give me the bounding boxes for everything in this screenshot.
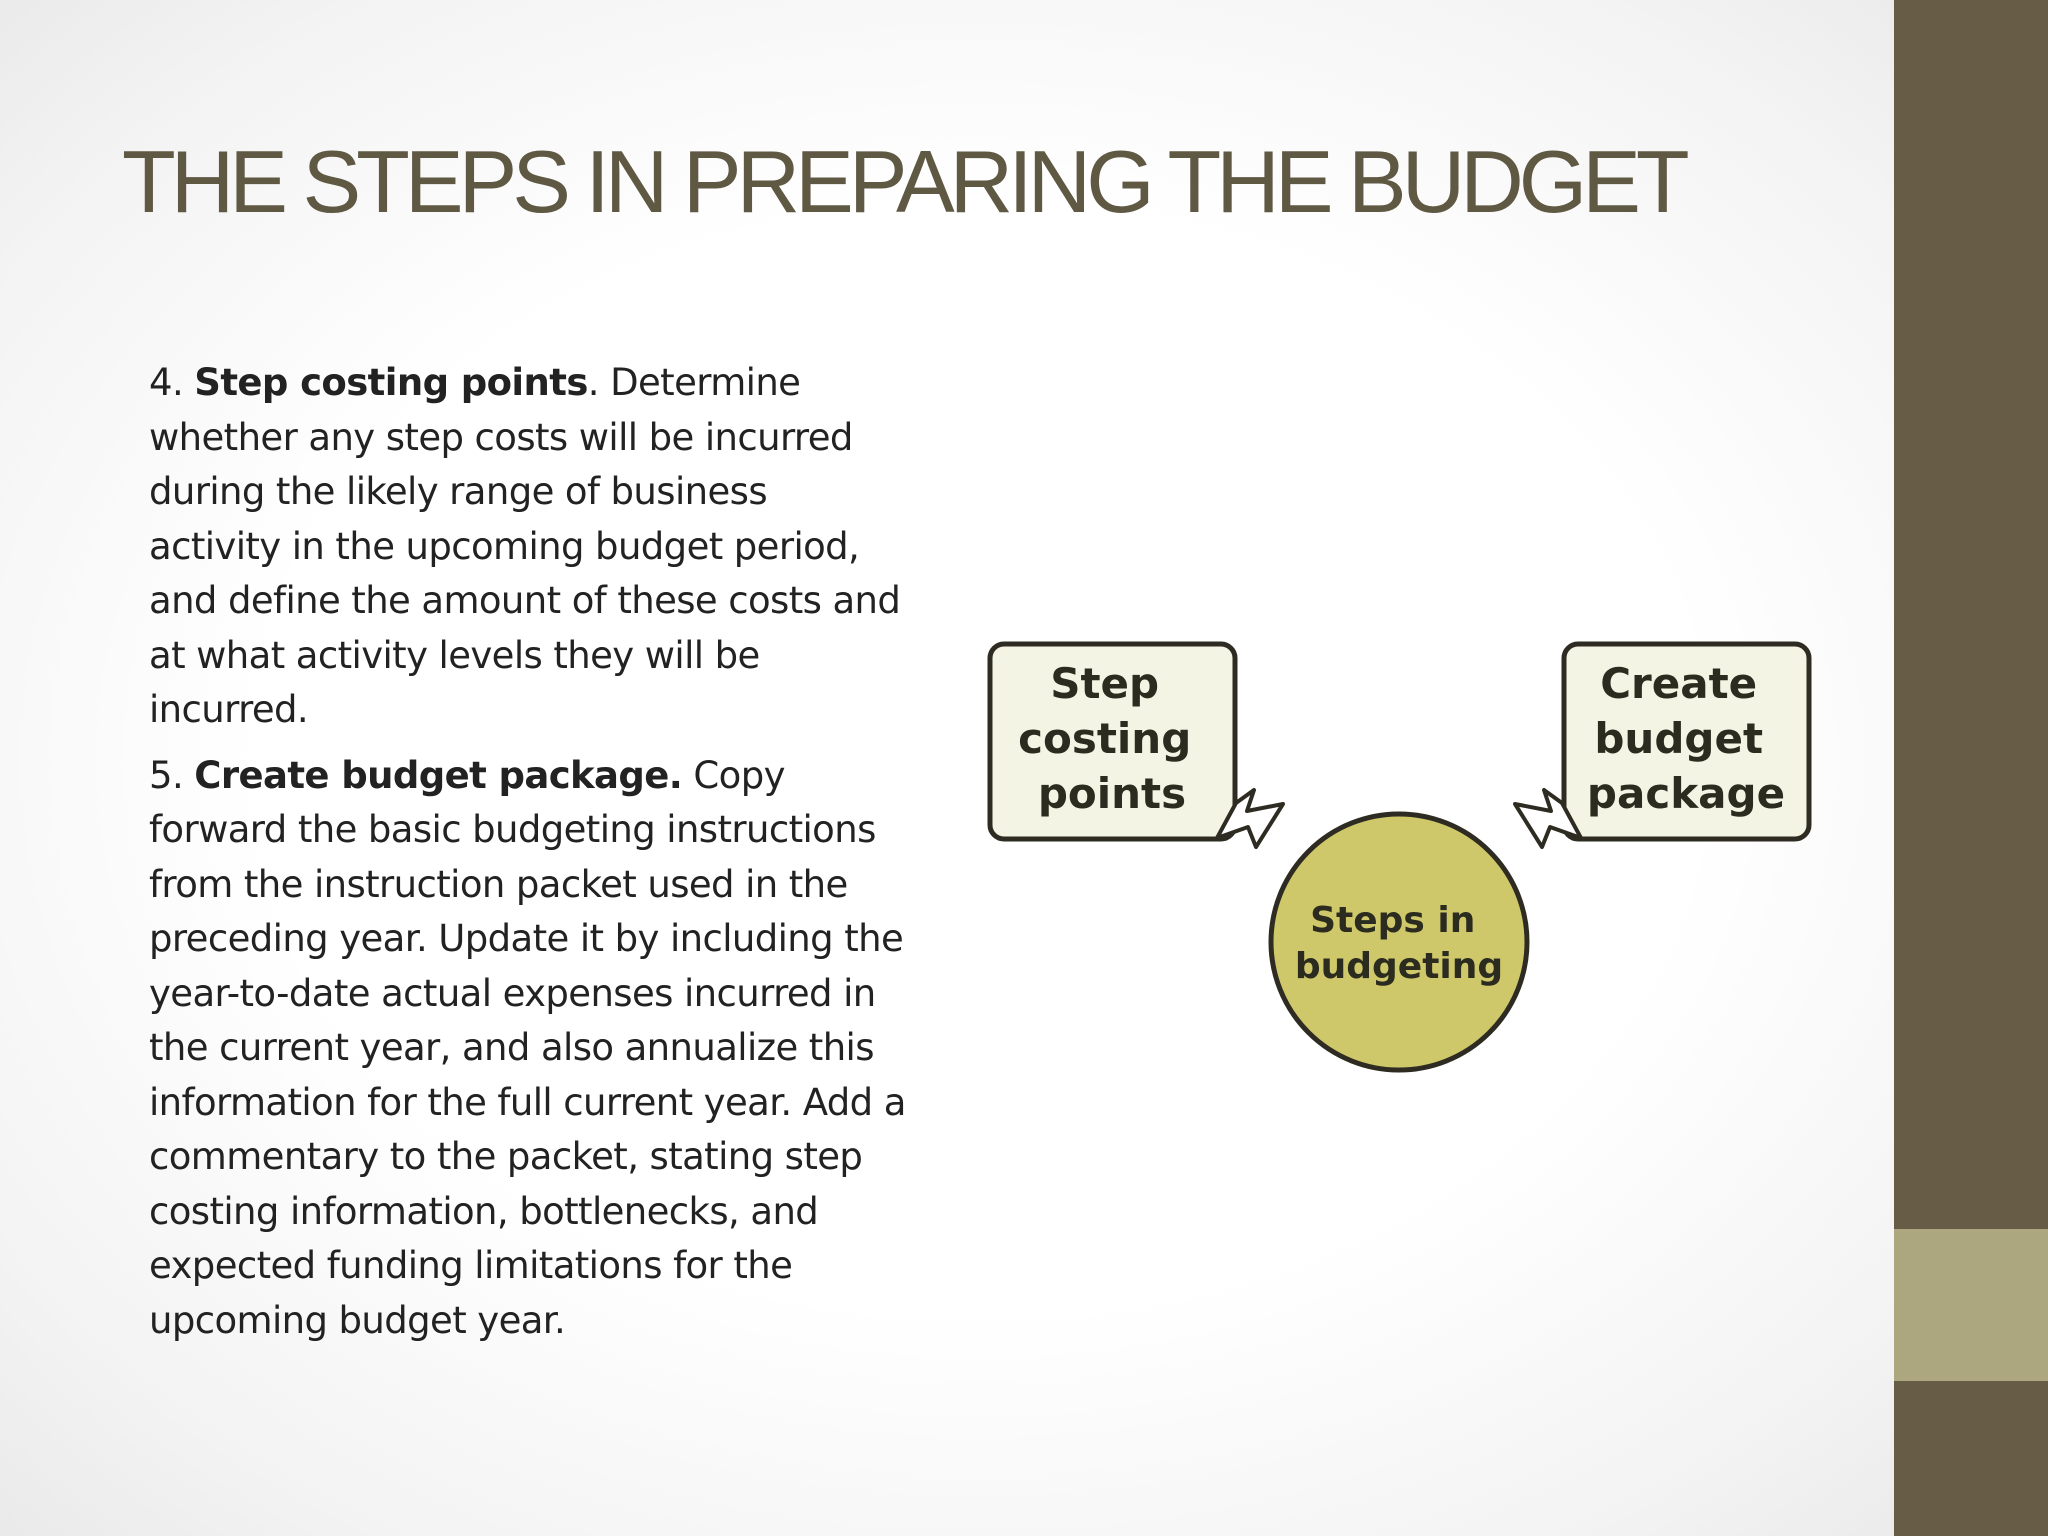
right-box-line-3: package	[1586, 769, 1786, 818]
left-box-line-3: points	[1037, 769, 1187, 818]
point-text: Determine whether any step costs will be incurred during the likely range of business activity in the upcoming budget period, and define the amount of these costs and at what activity levels they will be incurred.	[149, 361, 901, 731]
slide-title: THE STEPS IN PREPARING THE BUDGET	[122, 132, 1685, 231]
left-box-line-2: costing	[1018, 714, 1192, 763]
right-box-line-1: Create	[1600, 659, 1758, 708]
point-5	[149, 749, 909, 1349]
point-4	[149, 356, 909, 738]
center-circle	[1271, 814, 1527, 1070]
center-line-1: Steps in	[1310, 900, 1476, 941]
right-box-label	[1587, 659, 1785, 818]
point-text: Copy forward the basic budgeting instructions from the instruction packet used in the preceding year. Update it by including the year-to-date actual expenses incurred in the current year, and also annualize this information for the full current year. Add a commentary to the packet, stating step costing information, bottlenecks, and expected funding limitations for the upcoming budget year.	[149, 753, 906, 1342]
center-line-2: budgeting	[1294, 946, 1504, 987]
body-text	[149, 356, 909, 1359]
side-bar-accent	[1894, 1229, 2048, 1381]
right-box-line-2: budget	[1594, 714, 1764, 763]
left-box-line-1: Step	[1050, 659, 1160, 708]
steps-diagram	[960, 620, 1840, 1100]
point-heading: Create budget package.	[194, 753, 683, 797]
point-heading-suffix: .	[587, 361, 599, 404]
point-heading: Step costing points	[194, 361, 588, 404]
point-number: 5.	[149, 753, 184, 797]
point-number: 4.	[149, 361, 184, 404]
